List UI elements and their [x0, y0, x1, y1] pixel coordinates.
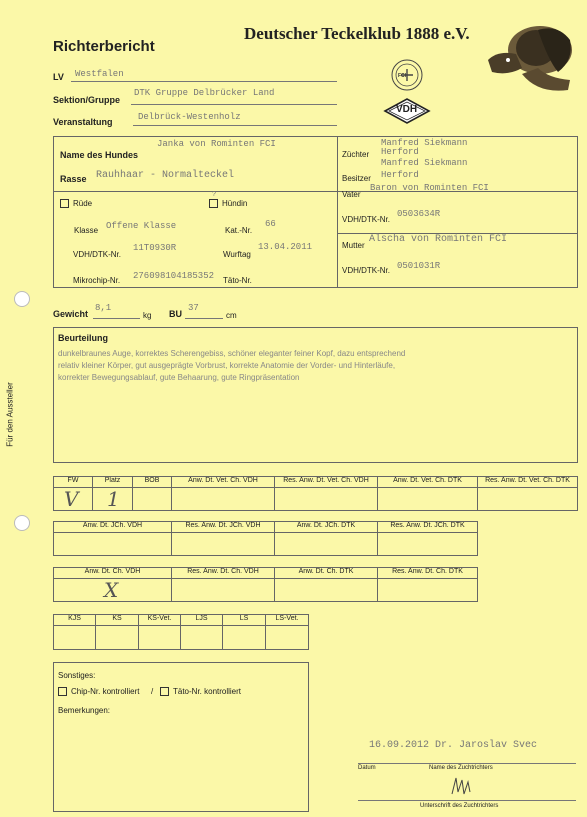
award-cell-vet-vdh[interactable] [172, 477, 275, 510]
chest-label: BU [169, 309, 182, 319]
female-label: Hündin [222, 199, 248, 208]
dog-name-value: Janka von Rominten FCI [157, 139, 276, 149]
owner-city: Herford [381, 170, 419, 180]
mother-value: Alscha von Rominten FCI [369, 234, 508, 245]
chest-line [185, 318, 223, 319]
tattoo-checked[interactable] [160, 687, 241, 696]
assessment-text [58, 348, 405, 384]
weight-value: 8,1 [95, 303, 112, 313]
lv-label: LV [53, 72, 64, 82]
award-header-res-jch-vdh: Res. Anw. Dt. JCh. VDH [185, 522, 261, 529]
signature-line [358, 800, 576, 801]
award-cell-ks[interactable] [96, 615, 139, 649]
chip-checked-box[interactable] [58, 687, 67, 696]
breeder-city: Herford [381, 147, 419, 157]
award-cell-res-jch-dtk[interactable] [378, 522, 477, 555]
award-header-ch-vdh: Anw. Dt. Ch. VDH [84, 568, 141, 575]
tattoo-label: Täto-Nr. [223, 276, 252, 285]
award-header-ch-dtk: Anw. Dt. Ch. DTK [298, 568, 354, 575]
date-label: Datum [358, 765, 376, 771]
breeder-label: Züchter [342, 150, 370, 159]
award-cell-res-ch-dtk[interactable] [378, 568, 477, 601]
award-header-fw: FW [67, 477, 79, 484]
award-header-ks: KS [112, 615, 122, 622]
class-label: Klasse [74, 226, 99, 235]
side-text: Für den Aussteller [5, 382, 15, 447]
award-cell-bob[interactable] [133, 477, 172, 510]
awards-table-2 [53, 521, 478, 556]
dog-name-label: Name des Hundes [60, 150, 139, 160]
award-header-res-vet-vdh: Res. Anw. Dt. Vet. Ch. VDH [283, 477, 369, 484]
award-header-platz: Platz [104, 477, 121, 484]
assessment-label: Beurteilung [58, 333, 109, 343]
reg-value: 11T0930R [133, 243, 177, 253]
breed-value: Rauhhaar - Normalteckel [96, 170, 235, 181]
vdh-logo-text: VDH [396, 104, 418, 115]
award-cell-res-vet-vdh[interactable] [275, 477, 378, 510]
catalog-label: Kat.-Nr. [225, 226, 253, 235]
checkbox-separator: / [151, 687, 154, 696]
award-cell-platz[interactable] [93, 477, 133, 510]
page-title: Richterbericht [53, 38, 155, 55]
sign-label: Unterschrift des Zuchtrichters [420, 803, 499, 809]
mother-reg-label: VDH/DTK-Nr. [342, 266, 390, 275]
chip-checked[interactable] [58, 687, 139, 696]
breeder-name: Manfred Siekmann [381, 138, 468, 148]
award-header-res-ch-dtk: Res. Anw. Dt. Ch. DTK [392, 568, 463, 575]
award-cell-ks-vet[interactable] [139, 615, 181, 649]
punch-hole-top [14, 291, 30, 307]
male-checkbox[interactable] [60, 199, 92, 208]
remarks-label: Bemerkungen: [58, 706, 111, 715]
award-header-jch-dtk: Anw. Dt. JCh. DTK [296, 522, 356, 529]
award-cell-ch-dtk[interactable] [275, 568, 378, 601]
assessment-line-3: korrekter Bewegungsablauf, gute Behaarung, gute Ringpräsentation [58, 373, 300, 382]
reg-label: VDH/DTK-Nr. [73, 250, 121, 259]
judge-label: Name des Zuchtrichters [429, 765, 493, 771]
awards-table-3 [53, 567, 478, 602]
award-cell-res-vet-dtk[interactable] [478, 477, 577, 510]
veranstaltung-value: Delbrück-Westenholz [138, 112, 241, 122]
veranstaltung-label: Veranstaltung [53, 117, 113, 127]
award-value-ch-vdh: X [104, 578, 119, 602]
father-reg-label: VDH/DTK-Nr. [342, 215, 390, 224]
male-label: Rüde [73, 199, 93, 208]
award-cell-kjs[interactable] [54, 615, 96, 649]
award-header-ks-vet: KS-Vet. [147, 615, 172, 622]
award-header-ls-vet: LS-Vet. [275, 615, 299, 622]
award-cell-jch-dtk[interactable] [275, 522, 378, 555]
award-cell-ljs[interactable] [181, 615, 223, 649]
sektion-value: DTK Gruppe Delbrücker Land [134, 88, 275, 98]
sektion-line [131, 104, 337, 105]
club-name: Deutscher Teckelklub 1888 e.V. [244, 24, 470, 43]
owner-name: Manfred Siekmann [381, 158, 468, 168]
dog-box-hline-1 [53, 191, 578, 192]
chest-value: 37 [188, 303, 199, 313]
female-checkbox[interactable] [209, 199, 247, 208]
chip-label: Mikrochip-Nr. [73, 276, 121, 285]
mother-reg-value: 0501031R [397, 261, 441, 271]
catalog-value: 66 [265, 219, 276, 229]
female-checkbox-box[interactable] [209, 199, 218, 208]
award-cell-vet-dtk[interactable] [378, 477, 478, 510]
chip-checked-label: Chip-Nr. kontrolliert [71, 687, 140, 696]
other-label: Sonstiges: [58, 671, 96, 680]
dachshund-logo-icon [478, 20, 578, 98]
male-checkbox-box[interactable] [60, 199, 69, 208]
breed-label: Rasse [60, 174, 87, 184]
chest-unit: cm [226, 311, 237, 320]
female-mark: ? [212, 191, 217, 199]
awards-table-4 [53, 614, 309, 650]
chip-value: 276098104185352 [133, 271, 215, 281]
mother-label: Mutter [342, 241, 365, 250]
tattoo-checked-box[interactable] [160, 687, 169, 696]
weight-unit: kg [143, 311, 152, 320]
birth-value: 13.04.2011 [258, 242, 313, 252]
award-header-ls: LS [239, 615, 249, 622]
date-judge-line [358, 763, 576, 764]
award-cell-ch-vdh[interactable] [54, 568, 172, 601]
award-cell-res-ch-vdh[interactable] [172, 568, 275, 601]
award-header-jch-vdh: Anw. Dt. JCh. VDH [82, 522, 143, 529]
tattoo-checked-label: Täto-Nr. kontrolliert [173, 687, 242, 696]
punch-hole-bottom [14, 515, 30, 531]
award-cell-res-jch-vdh[interactable] [172, 522, 275, 555]
award-header-ljs: LJS [195, 615, 208, 622]
fci-seal-text: FCI [398, 73, 407, 79]
award-cell-fw[interactable] [54, 477, 93, 510]
father-label: Vater [342, 190, 361, 199]
award-cell-ls[interactable] [223, 615, 266, 649]
award-header-kjs: KJS [68, 615, 81, 622]
assessment-line-2: relativ kleiner Körper, gut ausgeprägte Vorbrust, korrekte Anatomie der Vorder- und Hinterläufe, [58, 361, 396, 370]
award-header-res-vet-dtk: Res. Anw. Dt. Vet. Ch. DTK [485, 477, 570, 484]
date-judge-value: 16.09.2012 Dr. Jaroslav Svec [369, 740, 538, 751]
veranstaltung-line [133, 125, 337, 126]
lv-value: Westfalen [75, 69, 124, 79]
dog-box-divider [337, 136, 338, 288]
birth-label: Wurftag [223, 250, 251, 259]
award-header-bob: BOB [144, 477, 160, 484]
signature-scribble-icon [448, 774, 476, 798]
misc-box [53, 662, 309, 812]
weight-line [93, 318, 140, 319]
award-value-fw: V [64, 487, 79, 511]
assessment-line-1: dunkelbraunes Auge, korrektes Scherengebiss, schöner eleganter feiner Kopf, dazu entsprechend [58, 349, 406, 358]
award-header-res-ch-vdh: Res. Anw. Dt. Ch. VDH [187, 568, 259, 575]
award-cell-ls-vet[interactable] [266, 615, 308, 649]
owner-label: Besitzer [342, 174, 371, 183]
awards-table-1 [53, 476, 578, 511]
father-reg-value: 0503634R [397, 209, 441, 219]
class-value: Offene Klasse [106, 221, 177, 231]
award-value-platz: 1 [107, 487, 120, 511]
fci-seal-icon [391, 59, 423, 91]
sektion-label: Sektion/Gruppe [53, 95, 121, 105]
father-value: Baron von Rominten FCI [370, 183, 489, 193]
award-header-vet-vdh: Anw. Dt. Vet. Ch. VDH [188, 477, 258, 484]
lv-line [71, 81, 337, 82]
weight-label: Gewicht [53, 309, 89, 319]
award-header-res-jch-dtk: Res. Anw. Dt. JCh. DTK [390, 522, 465, 529]
award-header-vet-dtk: Anw. Dt. Vet. Ch. DTK [393, 477, 462, 484]
award-cell-jch-vdh[interactable] [54, 522, 172, 555]
